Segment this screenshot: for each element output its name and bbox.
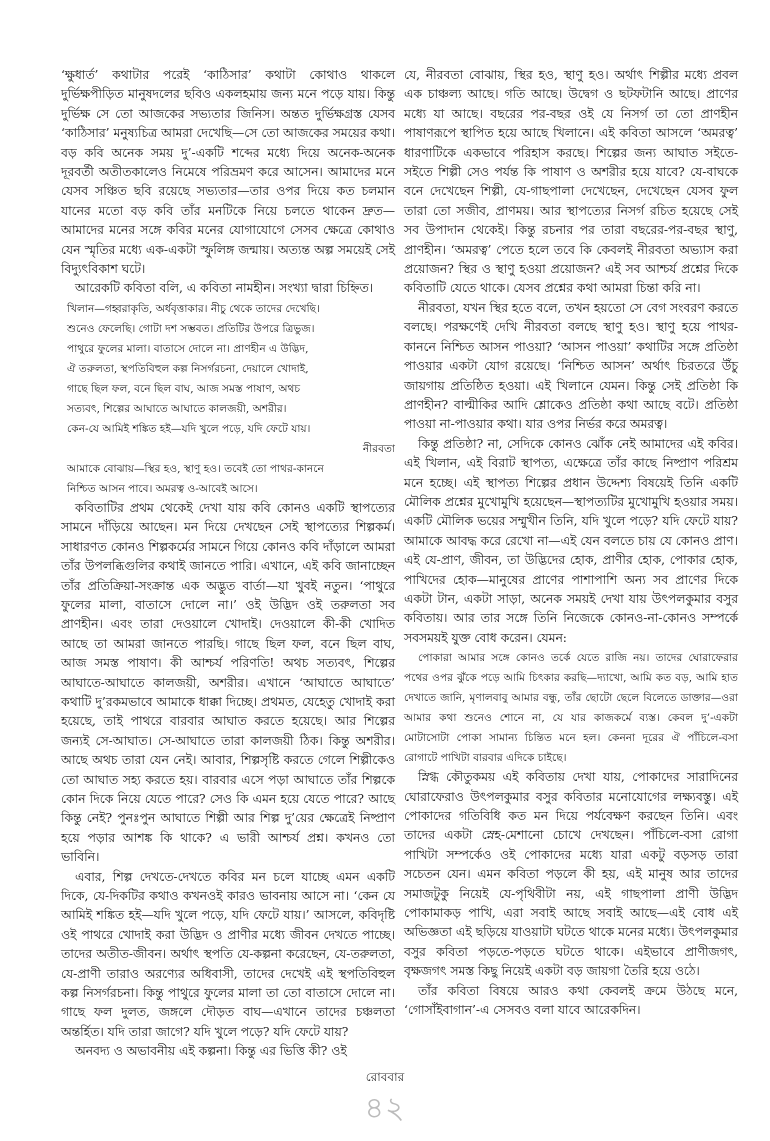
paragraph: কবিতাটির প্রথম থেকেই দেখা যায় কবি কোনও একটি স্থাপত্যের সামনে দাঁড়িয়ে আছেন। মন দিয়ে দেখছেন সেই স্থাপত্যের শিল্পকর্ম। সাধারণত কোনও শিল্পকর্মের সামনে গিয়ে কোনও কবি দাঁড়ালে আমরা তাঁর উপলব্ধিগুলির কথাই জানতে পারি। এখানে, এই কবি জানাচ্ছেন তাঁর প্রতিক্রিয়া-সংক্রান্ত এক অদ্ভুত বার্তা—যা খুবই নতুন। ‘পাথুরে ফুলের মালা, বাতাসে দোলে না।’ ওই উদ্ভিদ ওই তরুলতা সব প্রাণহীন। এবং তারা দেওয়ালে খোদাই। দেওয়ালে কী-কী খোদিত আছে তা আমরা জানতে পারছি। গাছে ছিল ফল, বনে ছিল বাঘ, আজ সমস্ত পাষাণ। কী আশ্চর্য পরিণতি! অথচ সত্যবৎ, শিল্পের আঘাতে-আঘাতে কালজয়ী, অশরীর। এখানে ‘আঘাতে আঘাতে’ কথাটি দু’রকমভাবে আমাকে ধাক্কা দিচ্ছে। প্রথমত, যেহেতু খোদাই করা হয়েছে, তাই পাথরে বারবার আঘাত করতে হয়েছে। আর শিল্পের জন্যই সে-আঘাত। সে-আঘাতে তারা কালজয়ী ঠিক। কিন্তু অশরীর। আছে অথচ তারা যেন নেই। আবার, শিল্পসৃষ্টি করতে গেলে শিল্পীকেও তো আঘাত সহ্য করতে হয়। বারবার এসে পড়া আঘাতে তাঁর শিল্পকে কোন দিকে নিয়ে যেতে পারে? সেও কি এমন হয়ে যেতে পারে? আছে কিন্তু নেই? পুনঃপুন আঘাতে শিল্পী আর শিল্প দু’য়ের ক্ষেত্রেই নিষ্প্রাণ হয়ে পড়ার আশঙ্ক কি থাকে? এ ভারী আশ্চর্য প্রশ্ন। কখনও তো ভাবিনি। <box>61 500 395 865</box>
poem-line: কেন-যে আমিই শঙ্কিত হই—যদি খুলে পড়ে, যদি ফেটে যায়। <box>67 422 311 435</box>
poem-line: ঐ তরুলতা, স্থপতিবিহুল কল্প নিসর্গরচনা, দেয়ালে খোদাই, <box>67 362 309 375</box>
poem-line: নিশ্চিত আসন পাবে। অমরত্ব ও-আবেই আসে। <box>67 482 258 495</box>
page-number: ৪২ <box>364 1091 406 1126</box>
right-column <box>404 66 738 1020</box>
poem-line: সত্যবৎ, শিল্পের আঘাতে আঘাতে কালজয়ী, অশরীর। <box>67 402 287 415</box>
poem-attribution: নীরবতা <box>362 442 395 455</box>
paragraph: ‘ক্ষুধার্ত’ কথাটার পরেই ‘কাঠিসার’ কথাটা কোথাও থাকলে দুর্ভিক্ষপীড়িত মানুষদলের ছবিও একলহমায় জন্য মনে পড়ে যায়। কিন্তু দুর্ভিক্ষ সে তো আজকের সভ্যতার জিনিস। অন্তত দুর্ভিক্ষগ্রস্ত যেসব ‘কাঠিসার’ মনুষ্যচিত্র আমরা দেখেছি—সে তো আজকের সময়ের কথা। বড় কবি অনেক সময় দু’-একটি শব্দের মধ্যে দিয়ে অনেক-অনেক দূরবর্তী অতীতকালেও নিমেষে পরিভ্রমণ করে আসেন। আমাদের মনে যেসব সঞ্চিত ছবি রয়েছে সভ্যতার—তার ওপর দিয়ে কত চলমান যানের মতো বড় কবি তাঁর মনটিকে নিয়ে চলতে থাকেন দ্রুত—আমাদের মনের সঙ্গে কবির মনের যোগাযোগে সেসব ক্ষেত্রে কোথাও যেন স্মৃতির মধ্যে এক-একটা স্ফুলিঙ্গ জন্মায়। অত্যন্ত অল্প সময়েই সেই বিদ্যুৎবিকাশ ঘটে। <box>61 68 395 277</box>
magazine-name: রোববার <box>365 1070 405 1084</box>
poem-line: পাথুরে ফুলের মালা। বাতাসে দোলে না। প্রাণহীন এ উদ্ভিদ, <box>67 342 309 355</box>
paragraph: স্নিগ্ধ কৌতুকময় এই কবিতায় দেখা যায়, পোকাদের সারাদিনের ঘোরাফেরাও উৎপলকুমার বসুর কবিতার মনোযোগের লক্ষ্যবস্তু। এই পোকাদের গতিবিধি কত মন দিয়ে পর্যবেক্ষণ করছেন তিনি। এবং তাদের একটা স্নেহ-মেশানো চোখে দেখছেন। পাঁচিলে-বসা রোগা পাখিটা সম্পর্কেও ওই পোকাদের মধ্যে যারা একটু বড়সড় তারা সচেতন যেন। এমন কবিতা পড়লে কী হয়, এই মানুষ আর তাদের সমাজটুকু নিয়েই যে-পৃথিবীটা নয়, এই গাছপালা প্রাণী উদ্ভিদ পোকামাকড় পাখি, এরা সবাই আছে সবাই আছে—এই বোধ এই অভিজ্ঞতা এই ছড়িয়ে যাওয়াটা ঘটতে থাকে মনের মধ্যে। উৎপলকুমার বসুর কবিতা পড়তে-পড়তে ঘটতে থাকে। এইভাবে প্রাণীজগৎ, বৃক্ষজগৎ সমস্ত কিছু নিয়েই একটা বড় জায়গা তৈরি হয়ে ওঠে। <box>404 770 738 979</box>
paragraph: তাঁর কবিতা বিষয়ে আরও কথা কেবলই ক্রমে উঠছে মনে, ‘গোসাঁইবাগান’-এ সেসবও বলা যাবে আরেকদিন। <box>404 983 738 1018</box>
paragraph: কিন্তু প্রতিষ্ঠা? না, সেদিকে কোনও ঝোঁক নেই আমাদের এই কবির। এই খিলান, এই বিরাট স্থাপত্য, এক্ষেত্রে তাঁর কাছে নিষ্প্রাণ পরিশ্রম মনে হচ্ছে। এই স্থাপত্য শিল্পের প্রধান উদ্দেশ্য বিষয়েই তিনি একটি মৌলিক প্রশ্নের মুখোমুখি হয়েছেন—স্থাপত্যটির মুখোমুখি হওয়ার সময়। একটি মৌলিক ভয়ের সম্মুখীন তিনি, যদি খুলে পড়ে? যদি ফেটে যায়? আমাকে আবদ্ধ করে রেখো না—এই যেন বলতে চায় যে কোনও প্রাণ। এই যে-প্রাণ, জীবন, তা উদ্ভিদের হোক, প্রাণীর হোক, পোকার হোক, পাখিদের হোক—মানুষের প্রাণের পাশাপাশি অন্য সব প্রাণের দিকে একটা টান, একটা সাড়া, অনেক সময়ই দেখা যায় উৎপলকুমার বসুর কবিতায়। আর তার সঙ্গে তিনি নিজেকে কোনও-না-কোনও সম্পর্কে সবসময়ই যুক্ত বোধ করেন। যেমন: <box>404 436 738 645</box>
prose-poem-quote: পোকারা আমার সঙ্গে কোনও তর্কে যেতে রাজি নয়। তাদের ঘোরাফেরার পথের ওপর ঝুঁকে পড়ে আমি চিৎকার করছি—দ্যাখো, আমি কত বড়, আমি হাত দেখাতে জানি, মৃণালবাবু আমার বন্ধু, তাঁর ছোটো ছেলে বিলেতে ডাক্তার—ওরা আমার কথা শুনেও শোনে না, যে যার কাজকর্মে ব্যস্ত। কেবল দু’-একটা মোটাসোটা পোকা সামান্য চিন্তিত মনে হল। কেননা দূরের ঐ পাঁচিলে-বসা রোগাটে পাখিটা বারবার এদিকে চাইছে। <box>404 652 738 765</box>
poem-line: গাছে ছিল ফল, বনে ছিল বাঘ, আজ সমস্ত পাষাণ, অথচ <box>67 382 301 395</box>
paragraph: এবার, শিল্প দেখতে-দেখতে কবির মন চলে যাচ্ছে এমন একটি দিকে, যে-দিকটির কথাও কখনওই কারও ভাবনায় আসে না। ‘কেন যে আমিই শঙ্কিত হই—যদি খুলে পড়ে, যদি ফেটে যায়।’ আসলে, কবিদৃষ্টি ওই পাথরে খোদাই করা উদ্ভিদ ও প্রাণীর মধ্যে জীবন দেখতে পাচ্ছে। তাদের অতীত-জীবন। অর্থাৎ স্থপতি যে-কল্পনা করেছেন, যে-তরুলতা, যে-প্রাণী তারাও অরণ্যের অধিবাসী, তাদের দেখেই এই স্থপতিবিহুল কল্প নিসর্গরচনা। কিন্তু পাথুরে ফুলের মালা তা তো বাতাসে দোলে না। গাছে ফল দুলত, জঙ্গলে দৌড়ত বাঘ—এখানে তাদের চঞ্চলতা অন্তর্হিত। যদি তারা জাগে? যদি খুলে পড়ে? যদি ফেটে যায়? <box>61 869 395 1039</box>
poem-quote <box>67 299 395 499</box>
poem-line: আমাকে বোঝায়—স্থির হও, স্থাণু হও। তবেই তো পাথর-কাননে <box>67 462 324 475</box>
paragraph: নীরবতা, যখন স্থির হতে বলে, তখন হয়তো সে বেগ সংবরণ করতে বলছে। পরক্ষণেই দেখি নীরবতা বলছে স্থাণু হও। স্থাণু হয়ে পাথর-কাননে নিশ্চিত আসন পাওয়া? ‘আসন পাওয়া’ কথাটির সঙ্গে প্রতিষ্ঠা পাওয়ার একটা যোগ রয়েছে। ‘নিশ্চিত আসন’ অর্থাৎ চিরতরে উঁচু জায়গায় প্রতিষ্ঠিত হওয়া। এই খিলানে যেমন। কিন্তু সেই প্রতিষ্ঠা কি প্রাণহীন? বাল্মীকির আদি শ্লোকেও প্রতিষ্ঠা কথা আছে বটে। প্রতিষ্ঠা পাওয়া না-পাওয়ার কথা। যার ওপর নির্ভর করে অমরত্ব। <box>404 300 738 432</box>
paragraph: আরেকটি কবিতা বলি, এ কবিতা নামহীন। সংখ্যা দ্বারা চিহ্নিত। <box>75 281 374 296</box>
paragraph: অনবদ্য ও অভাবনীয় এই কল্পনা। কিন্তু এর ভিত্তি কী? ওই <box>75 1044 347 1059</box>
poem-line: খিলান—গহ্বরাকৃতি, অর্ধবৃত্তাকার। নীচু থেকে তাদের দেখেছি। <box>67 302 320 315</box>
left-column <box>61 66 395 1062</box>
paragraph: যে, নীরবতা বোঝায়, স্থির হও, স্থাণু হও। অর্থাৎ শিল্পীর মধ্যে প্রবল এক চাঞ্চল্য আছে। গতি আছে। উদ্বেগ ও ছটফটানি আছে। প্রাণের মধ্যে যা আছে। বছরের পর-বছর ওই যে নিসর্গ তা তো প্রাণহীন পাষাণরূপে স্থাপিত হয়ে আছে খিলানে। এই কবিতা আসলে ‘অমরত্ব’ ধারণাটিকে একভাবে পরিহাস করছে। শিল্পের জন্য আঘাত সইতে-সইতে শিল্পী সেও পর্যন্ত কি পাষাণ ও অশরীর হয়ে যাবে? যে-বাঘকে বনে দেখেছেন শিল্পী, যে-গাছপালা দেখেছেন, দেখেছেন যেসব ফুল তারা তো সজীব, প্রাণময়। আর স্থাপত্যের নিসর্গ রচিত হয়েছে সেই সব উপাদান থেকেই। কিন্তু রচনার পর তারা বছরের-পর-বছর স্থাণু, প্রাণহীন। ‘অমরত্ব’ পেতে হলে তবে কি কেবলই নীরবতা অভ্যাস করা প্রয়োজন? স্থির ও স্থাণু হওয়া প্রয়োজন? এই সব আশ্চর্য প্রশ্নের দিকে কবিতাটি যেতে থাকে। যেসব প্রশ্নের কথা আমরা চিন্তা করি না। <box>404 68 738 296</box>
poem-line: শুনেও ফেলেছি। গোটা দশ সম্ভবত। প্রতিটির উপরে ত্রিভুজ। <box>67 322 315 335</box>
